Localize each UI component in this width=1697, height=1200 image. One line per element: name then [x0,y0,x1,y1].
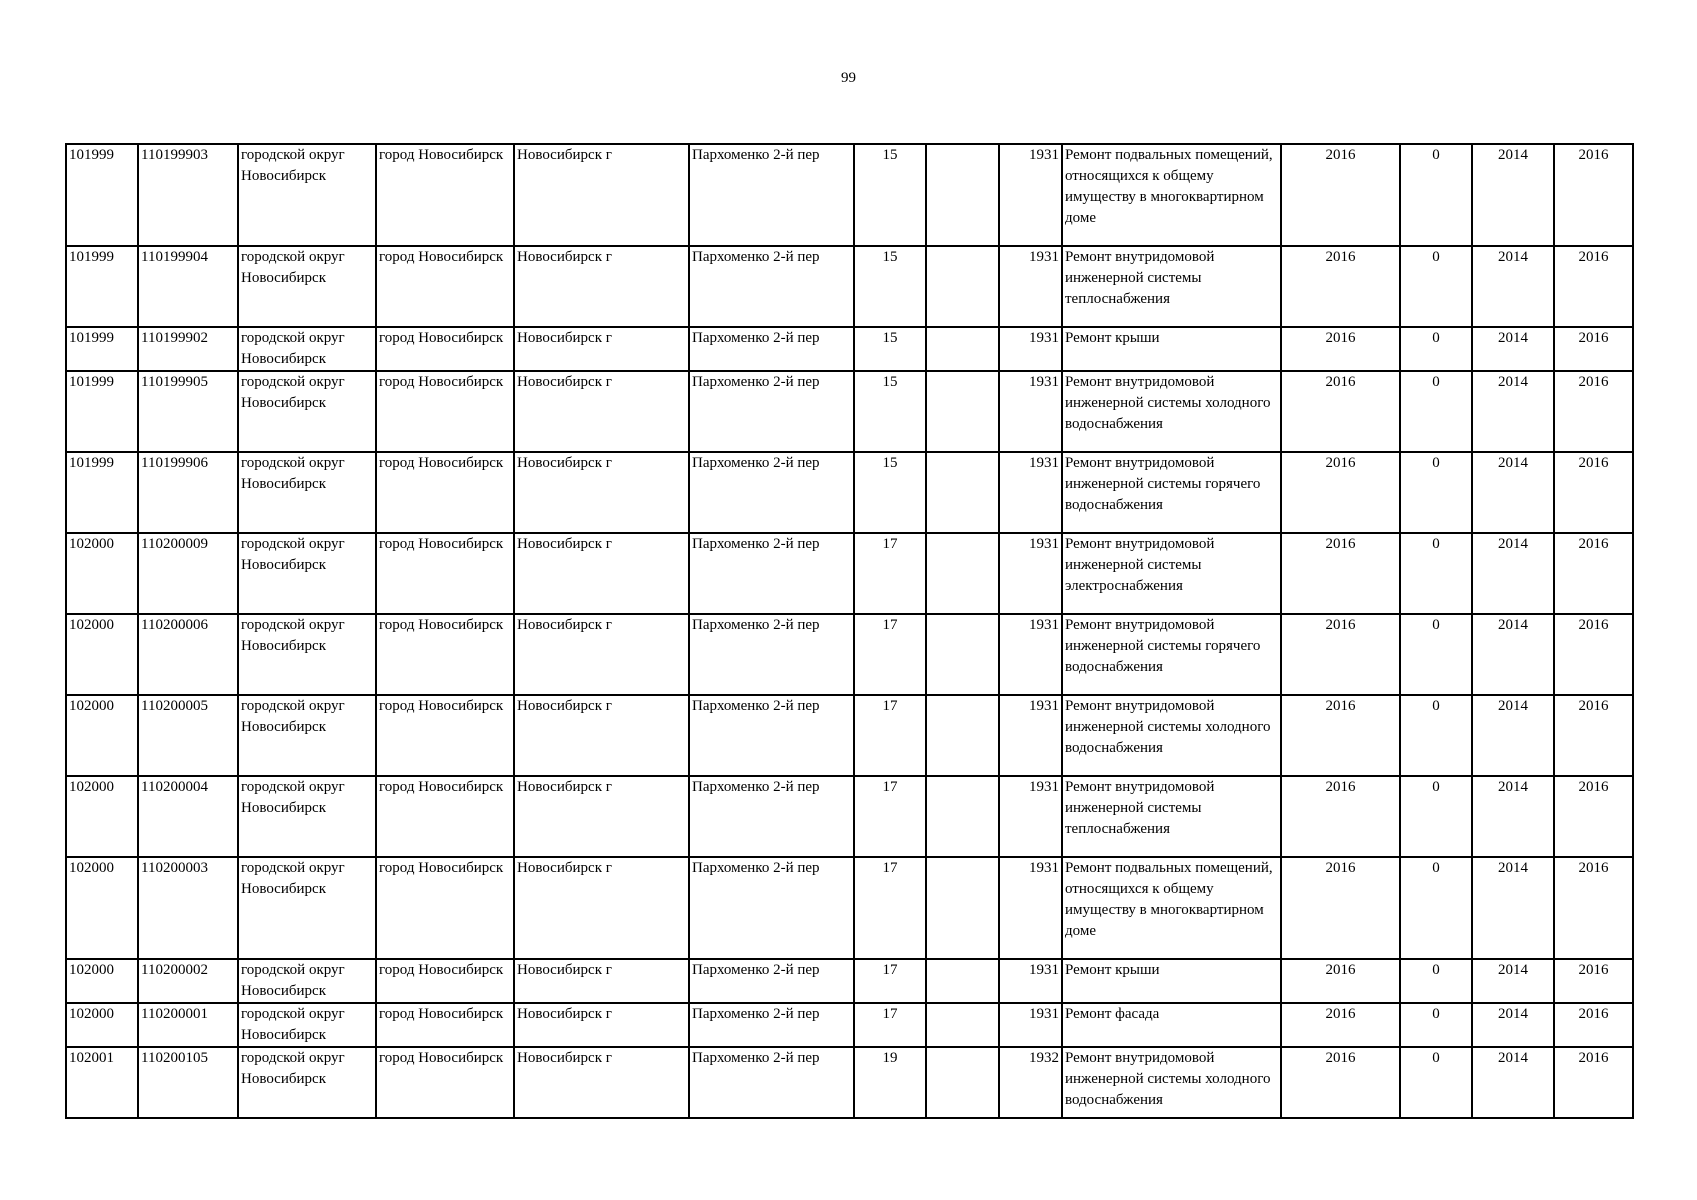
period-end-cell: 2016 [1554,1047,1633,1118]
planned-year-cell: 2016 [1281,614,1400,695]
work-id-cell: 110200001 [138,1003,238,1047]
period-start-cell: 2014 [1472,144,1554,246]
house-number-cell: 17 [854,959,926,1003]
house-id-cell: 102000 [66,614,138,695]
work-type-cell: Ремонт внутридомовой инженерной системы холодного водоснабжения [1062,695,1281,776]
district-cell: городской округ Новосибирск [238,959,376,1003]
house-number-cell: 17 [854,614,926,695]
house-id-cell: 102000 [66,533,138,614]
settlement-cell: город Новосибирск [376,776,514,857]
corpus-cell [926,371,999,452]
work-type-cell: Ремонт крыши [1062,959,1281,1003]
zero-value-cell: 0 [1400,776,1472,857]
planned-year-cell: 2016 [1281,144,1400,246]
table-body [66,144,1633,1118]
settlement-cell: город Новосибирск [376,857,514,959]
period-end-cell: 2016 [1554,959,1633,1003]
period-start-cell: 2014 [1472,614,1554,695]
table-row [66,452,1633,533]
city-cell: Новосибирск г [514,776,689,857]
period-start-cell: 2014 [1472,371,1554,452]
year-built-cell: 1931 [999,695,1062,776]
planned-year-cell: 2016 [1281,1047,1400,1118]
page-number: 99 [841,70,856,86]
year-built-cell: 1931 [999,327,1062,371]
settlement-cell: город Новосибирск [376,614,514,695]
table-row [66,1047,1633,1118]
corpus-cell [926,144,999,246]
year-built-cell: 1931 [999,371,1062,452]
district-cell: городской округ Новосибирск [238,695,376,776]
street-cell: Пархоменко 2-й пер [689,959,854,1003]
house-id-cell: 102001 [66,1047,138,1118]
year-built-cell: 1931 [999,246,1062,327]
house-id-cell: 102000 [66,959,138,1003]
planned-year-cell: 2016 [1281,695,1400,776]
work-type-cell: Ремонт подвальных помещений, относящихся к общему имуществу в многоквартирном доме [1062,144,1281,246]
work-type-cell: Ремонт внутридомовой инженерной системы холодного водоснабжения [1062,371,1281,452]
period-end-cell: 2016 [1554,371,1633,452]
period-end-cell: 2016 [1554,533,1633,614]
year-built-cell: 1931 [999,776,1062,857]
district-cell: городской округ Новосибирск [238,776,376,857]
work-id-cell: 110199903 [138,144,238,246]
settlement-cell: город Новосибирск [376,959,514,1003]
house-number-cell: 17 [854,776,926,857]
work-type-cell: Ремонт внутридомовой инженерной системы холодного водоснабжения [1062,1047,1281,1118]
city-cell: Новосибирск г [514,327,689,371]
street-cell: Пархоменко 2-й пер [689,614,854,695]
district-cell: городской округ Новосибирск [238,371,376,452]
year-built-cell: 1931 [999,614,1062,695]
settlement-cell: город Новосибирск [376,144,514,246]
street-cell: Пархоменко 2-й пер [689,144,854,246]
zero-value-cell: 0 [1400,857,1472,959]
zero-value-cell: 0 [1400,695,1472,776]
period-start-cell: 2014 [1472,246,1554,327]
year-built-cell: 1931 [999,144,1062,246]
district-cell: городской округ Новосибирск [238,1047,376,1118]
work-type-cell: Ремонт фасада [1062,1003,1281,1047]
house-id-cell: 102000 [66,1003,138,1047]
year-built-cell: 1931 [999,857,1062,959]
house-number-cell: 17 [854,533,926,614]
zero-value-cell: 0 [1400,144,1472,246]
settlement-cell: город Новосибирск [376,695,514,776]
district-cell: городской округ Новосибирск [238,327,376,371]
work-id-cell: 110199902 [138,327,238,371]
period-end-cell: 2016 [1554,1003,1633,1047]
planned-year-cell: 2016 [1281,327,1400,371]
table-row [66,959,1633,1003]
city-cell: Новосибирск г [514,371,689,452]
street-cell: Пархоменко 2-й пер [689,695,854,776]
table-row [66,533,1633,614]
work-type-cell: Ремонт крыши [1062,327,1281,371]
table-row [66,614,1633,695]
house-number-cell: 17 [854,857,926,959]
city-cell: Новосибирск г [514,1003,689,1047]
year-built-cell: 1931 [999,1003,1062,1047]
street-cell: Пархоменко 2-й пер [689,857,854,959]
work-id-cell: 110199905 [138,371,238,452]
street-cell: Пархоменко 2-й пер [689,371,854,452]
corpus-cell [926,533,999,614]
street-cell: Пархоменко 2-й пер [689,246,854,327]
period-end-cell: 2016 [1554,857,1633,959]
period-start-cell: 2014 [1472,695,1554,776]
planned-year-cell: 2016 [1281,371,1400,452]
work-id-cell: 110200004 [138,776,238,857]
settlement-cell: город Новосибирск [376,452,514,533]
period-start-cell: 2014 [1472,533,1554,614]
year-built-cell: 1931 [999,533,1062,614]
table-row [66,144,1633,246]
work-type-cell: Ремонт внутридомовой инженерной системы горячего водоснабжения [1062,452,1281,533]
corpus-cell [926,246,999,327]
district-cell: городской округ Новосибирск [238,144,376,246]
planned-year-cell: 2016 [1281,533,1400,614]
settlement-cell: город Новосибирск [376,246,514,327]
house-id-cell: 101999 [66,246,138,327]
year-built-cell: 1932 [999,1047,1062,1118]
city-cell: Новосибирск г [514,452,689,533]
zero-value-cell: 0 [1400,533,1472,614]
table-row [66,776,1633,857]
district-cell: городской округ Новосибирск [238,1003,376,1047]
planned-year-cell: 2016 [1281,959,1400,1003]
settlement-cell: город Новосибирск [376,1003,514,1047]
work-type-cell: Ремонт внутридомовой инженерной системы теплоснабжения [1062,776,1281,857]
period-end-cell: 2016 [1554,144,1633,246]
work-type-cell: Ремонт подвальных помещений, относящихся к общему имуществу в многоквартирном доме [1062,857,1281,959]
corpus-cell [926,452,999,533]
city-cell: Новосибирск г [514,533,689,614]
planned-year-cell: 2016 [1281,776,1400,857]
zero-value-cell: 0 [1400,371,1472,452]
planned-year-cell: 2016 [1281,246,1400,327]
street-cell: Пархоменко 2-й пер [689,1047,854,1118]
table-row [66,371,1633,452]
work-id-cell: 110200003 [138,857,238,959]
house-id-cell: 101999 [66,371,138,452]
planned-year-cell: 2016 [1281,1003,1400,1047]
registry-table [65,143,1634,1119]
table-row [66,327,1633,371]
house-number-cell: 15 [854,144,926,246]
house-number-cell: 15 [854,246,926,327]
house-number-cell: 15 [854,327,926,371]
zero-value-cell: 0 [1400,1003,1472,1047]
settlement-cell: город Новосибирск [376,327,514,371]
period-end-cell: 2016 [1554,695,1633,776]
city-cell: Новосибирск г [514,144,689,246]
zero-value-cell: 0 [1400,614,1472,695]
work-type-cell: Ремонт внутридомовой инженерной системы электроснабжения [1062,533,1281,614]
house-id-cell: 102000 [66,857,138,959]
period-start-cell: 2014 [1472,776,1554,857]
period-end-cell: 2016 [1554,776,1633,857]
house-number-cell: 15 [854,371,926,452]
street-cell: Пархоменко 2-й пер [689,1003,854,1047]
house-id-cell: 101999 [66,327,138,371]
street-cell: Пархоменко 2-й пер [689,452,854,533]
corpus-cell [926,857,999,959]
district-cell: городской округ Новосибирск [238,614,376,695]
corpus-cell [926,695,999,776]
planned-year-cell: 2016 [1281,857,1400,959]
period-start-cell: 2014 [1472,327,1554,371]
period-end-cell: 2016 [1554,452,1633,533]
table-row [66,695,1633,776]
zero-value-cell: 0 [1400,959,1472,1003]
district-cell: городской округ Новосибирск [238,533,376,614]
city-cell: Новосибирск г [514,857,689,959]
period-end-cell: 2016 [1554,614,1633,695]
year-built-cell: 1931 [999,452,1062,533]
city-cell: Новосибирск г [514,246,689,327]
work-id-cell: 110200006 [138,614,238,695]
zero-value-cell: 0 [1400,452,1472,533]
settlement-cell: город Новосибирск [376,1047,514,1118]
corpus-cell [926,327,999,371]
year-built-cell: 1931 [999,959,1062,1003]
work-type-cell: Ремонт внутридомовой инженерной системы теплоснабжения [1062,246,1281,327]
house-number-cell: 19 [854,1047,926,1118]
city-cell: Новосибирск г [514,959,689,1003]
work-id-cell: 110200105 [138,1047,238,1118]
house-number-cell: 17 [854,1003,926,1047]
street-cell: Пархоменко 2-й пер [689,327,854,371]
table-row [66,246,1633,327]
street-cell: Пархоменко 2-й пер [689,533,854,614]
table-row [66,1003,1633,1047]
corpus-cell [926,614,999,695]
house-id-cell: 101999 [66,452,138,533]
corpus-cell [926,1003,999,1047]
settlement-cell: город Новосибирск [376,533,514,614]
period-start-cell: 2014 [1472,959,1554,1003]
corpus-cell [926,776,999,857]
period-end-cell: 2016 [1554,246,1633,327]
city-cell: Новосибирск г [514,695,689,776]
district-cell: городской округ Новосибирск [238,452,376,533]
work-id-cell: 110199906 [138,452,238,533]
work-id-cell: 110200005 [138,695,238,776]
planned-year-cell: 2016 [1281,452,1400,533]
period-start-cell: 2014 [1472,1047,1554,1118]
work-type-cell: Ремонт внутридомовой инженерной системы горячего водоснабжения [1062,614,1281,695]
corpus-cell [926,959,999,1003]
city-cell: Новосибирск г [514,1047,689,1118]
work-id-cell: 110200002 [138,959,238,1003]
period-start-cell: 2014 [1472,452,1554,533]
work-id-cell: 110200009 [138,533,238,614]
work-id-cell: 110199904 [138,246,238,327]
house-id-cell: 102000 [66,695,138,776]
settlement-cell: город Новосибирск [376,371,514,452]
table-row [66,857,1633,959]
zero-value-cell: 0 [1400,327,1472,371]
period-start-cell: 2014 [1472,857,1554,959]
district-cell: городской округ Новосибирск [238,857,376,959]
zero-value-cell: 0 [1400,1047,1472,1118]
house-id-cell: 101999 [66,144,138,246]
district-cell: городской округ Новосибирск [238,246,376,327]
house-number-cell: 15 [854,452,926,533]
zero-value-cell: 0 [1400,246,1472,327]
house-number-cell: 17 [854,695,926,776]
corpus-cell [926,1047,999,1118]
house-id-cell: 102000 [66,776,138,857]
city-cell: Новосибирск г [514,614,689,695]
period-end-cell: 2016 [1554,327,1633,371]
street-cell: Пархоменко 2-й пер [689,776,854,857]
period-start-cell: 2014 [1472,1003,1554,1047]
